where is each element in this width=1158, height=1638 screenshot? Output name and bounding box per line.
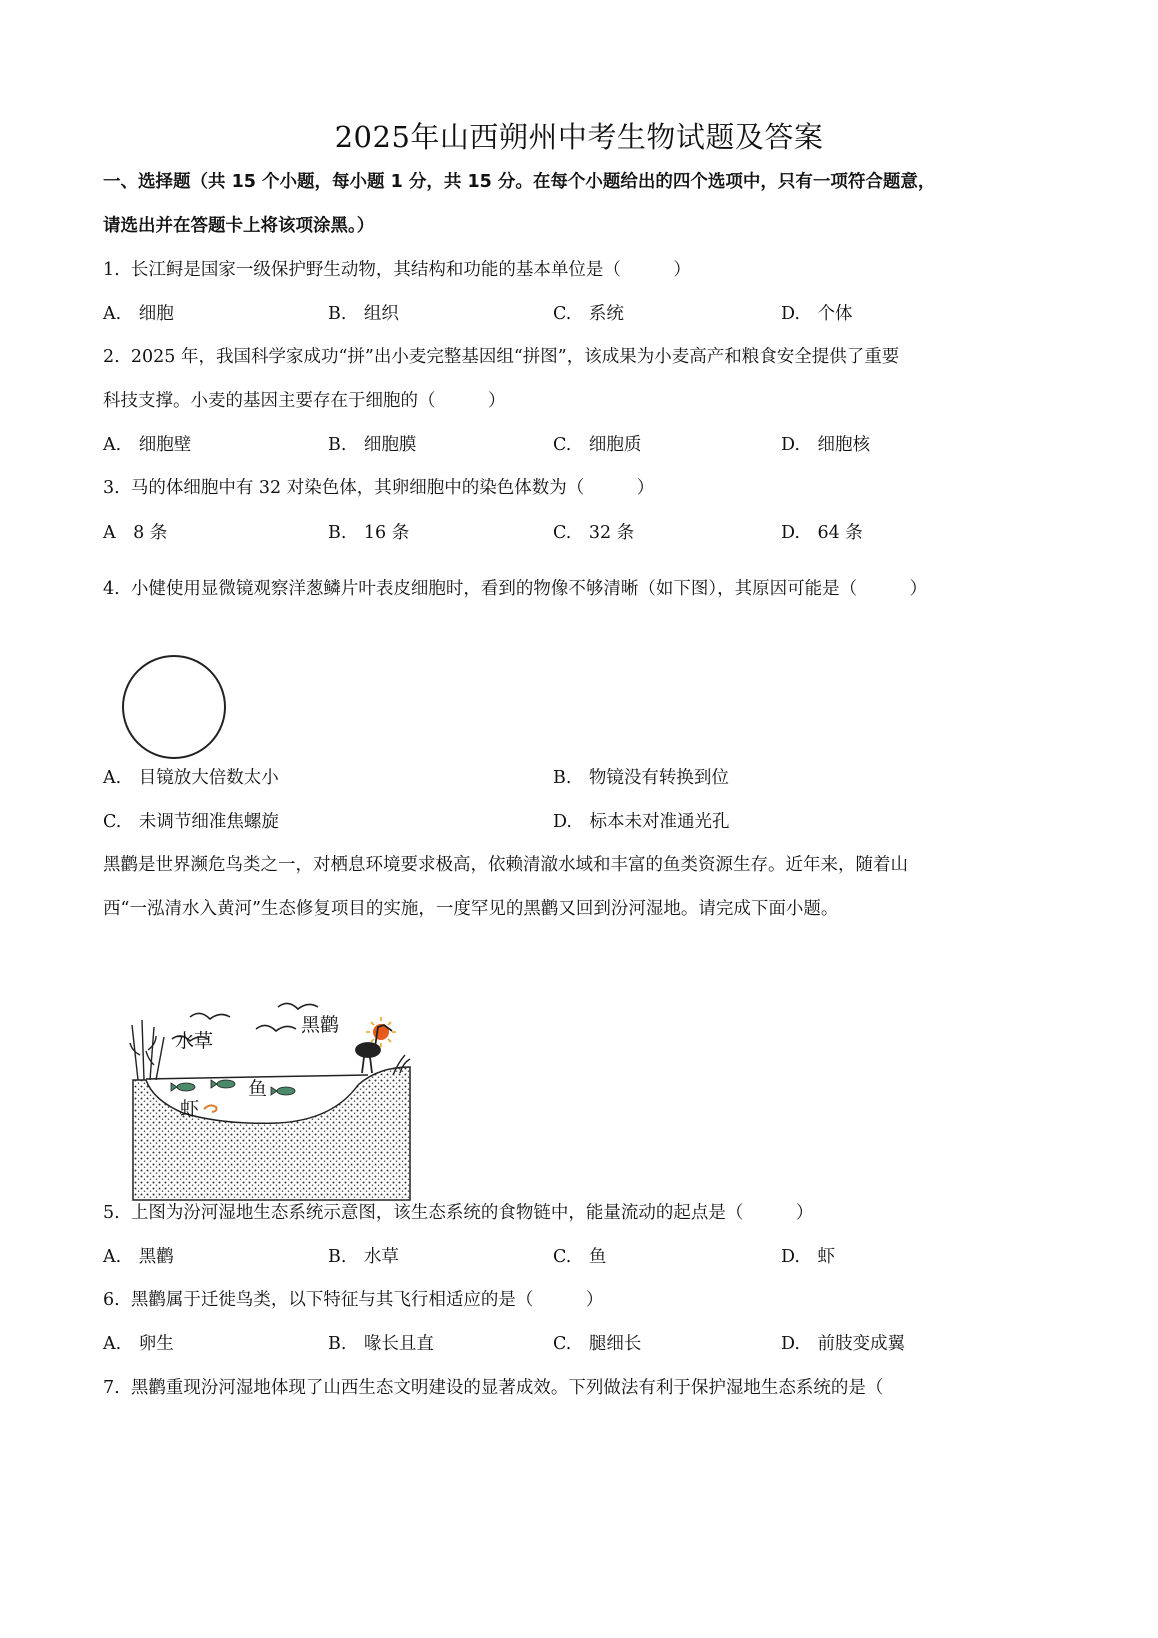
water-plant-icon: [130, 1020, 164, 1080]
question-7: [103, 1374, 883, 1399]
option-d: D. 64 条: [781, 523, 863, 543]
option-b: B. 组织: [328, 304, 399, 324]
label-water-plant: 水草: [175, 1030, 214, 1052]
option-b: B. 细胞膜: [328, 435, 417, 455]
question-number: 6.: [103, 1290, 120, 1310]
question-text: 黑鹳重现汾河湿地体现了山西生态文明建设的显著成效。下列做法有利于保护湿地生态系统的是（: [130, 1378, 884, 1398]
question-2: [103, 343, 899, 368]
option-c: C. 未调节细准焦螺旋: [103, 812, 279, 832]
question-text: 上图为汾河湿地生态系统示意图，该生态系统的食物链中，能量流动的起点是（ ）: [130, 1203, 814, 1223]
label-fish: 鱼: [248, 1078, 268, 1100]
question-2-continued: 科技支撑。小麦的基因主要存在于细胞的（ ）: [103, 391, 506, 411]
question-number: 5.: [103, 1203, 120, 1223]
question-number: 4.: [103, 579, 120, 599]
question-number: 2.: [103, 347, 120, 367]
passage-line2: 西“一泓清水入黄河”生态修复项目的实施，一度罕见的黑鹳又回到汾河湿地。请完成下面小题。: [103, 899, 839, 919]
question-text: 2025 年，我国科学家成功“拼”出小麦完整基因组“拼图”，该成果为小麦高产和粮食安全提供了重要: [130, 347, 900, 367]
label-black-stork: 黑鹳: [301, 1014, 340, 1036]
option-c: C. 32 条: [553, 523, 635, 543]
section-heading-line1: 一、选择题（共 15 个小题，每小题 1 分，共 15 分。在每个小题给出的四个选项中，只有一项符合题意，: [103, 172, 936, 192]
option-d: D. 细胞核: [781, 435, 870, 455]
question-number: 1.: [103, 260, 120, 280]
option-c: C. 鱼: [553, 1247, 607, 1267]
option-d: D. 虾: [781, 1247, 835, 1267]
question-text: 黑鹳属于迁徙鸟类，以下特征与其飞行相适应的是（ ）: [130, 1290, 604, 1310]
option-d: D. 前肢变成翼: [781, 1334, 905, 1354]
question-number: 3.: [103, 478, 120, 498]
label-shrimp: 虾: [180, 1098, 200, 1120]
option-b: B. 物镜没有转换到位: [553, 768, 729, 788]
option-a: A. 目镜放大倍数太小: [103, 768, 279, 788]
option-d: D. 个体: [781, 304, 853, 324]
microscope-view-circle: [122, 655, 226, 759]
option-d: D. 标本未对准通光孔: [553, 812, 730, 832]
question-6: [103, 1286, 603, 1311]
option-b: B. 水草: [328, 1247, 399, 1267]
option-c: C. 腿细长: [553, 1334, 642, 1354]
option-a: A. 细胞壁: [103, 435, 192, 455]
question-text: 马的体细胞中有 32 对染色体，其卵细胞中的染色体数为（ ）: [130, 478, 655, 498]
option-b: B. 16 条: [328, 523, 410, 543]
question-text: 小健使用显微镜观察洋葱鳞片叶表皮细胞时，看到的物像不够清晰（如下图），其原因可能是（ ）: [130, 579, 928, 599]
passage-line1: 黑鹳是世界濒危鸟类之一，对栖息环境要求极高，依赖清澈水域和丰富的鱼类资源生存。近年来，随着山: [103, 855, 908, 875]
question-1: [103, 256, 691, 281]
question-text: 长江鲟是国家一级保护野生动物，其结构和功能的基本单位是（ ）: [130, 260, 691, 280]
section-heading-line2: 请选出并在答题卡上将该项涂黑。）: [103, 216, 375, 236]
question-3: [103, 474, 654, 499]
option-a: A 8 条: [103, 523, 168, 543]
option-a: A. 细胞: [103, 304, 174, 324]
question-4: [103, 575, 927, 600]
fish-icon: [171, 1080, 295, 1095]
option-a: A. 卵生: [103, 1334, 174, 1354]
option-c: C. 系统: [553, 304, 624, 324]
wetland-ecosystem-figure: [128, 995, 438, 1215]
option-c: C. 细胞质: [553, 435, 642, 455]
page-title: 2025年山西朔州中考生物试题及答案: [334, 120, 824, 154]
shrimp-icon: [204, 1105, 217, 1112]
question-number: 7.: [103, 1378, 120, 1398]
question-5: [103, 1199, 813, 1224]
option-b: B. 喙长且直: [328, 1334, 434, 1354]
option-a: A. 黑鹳: [103, 1247, 174, 1267]
